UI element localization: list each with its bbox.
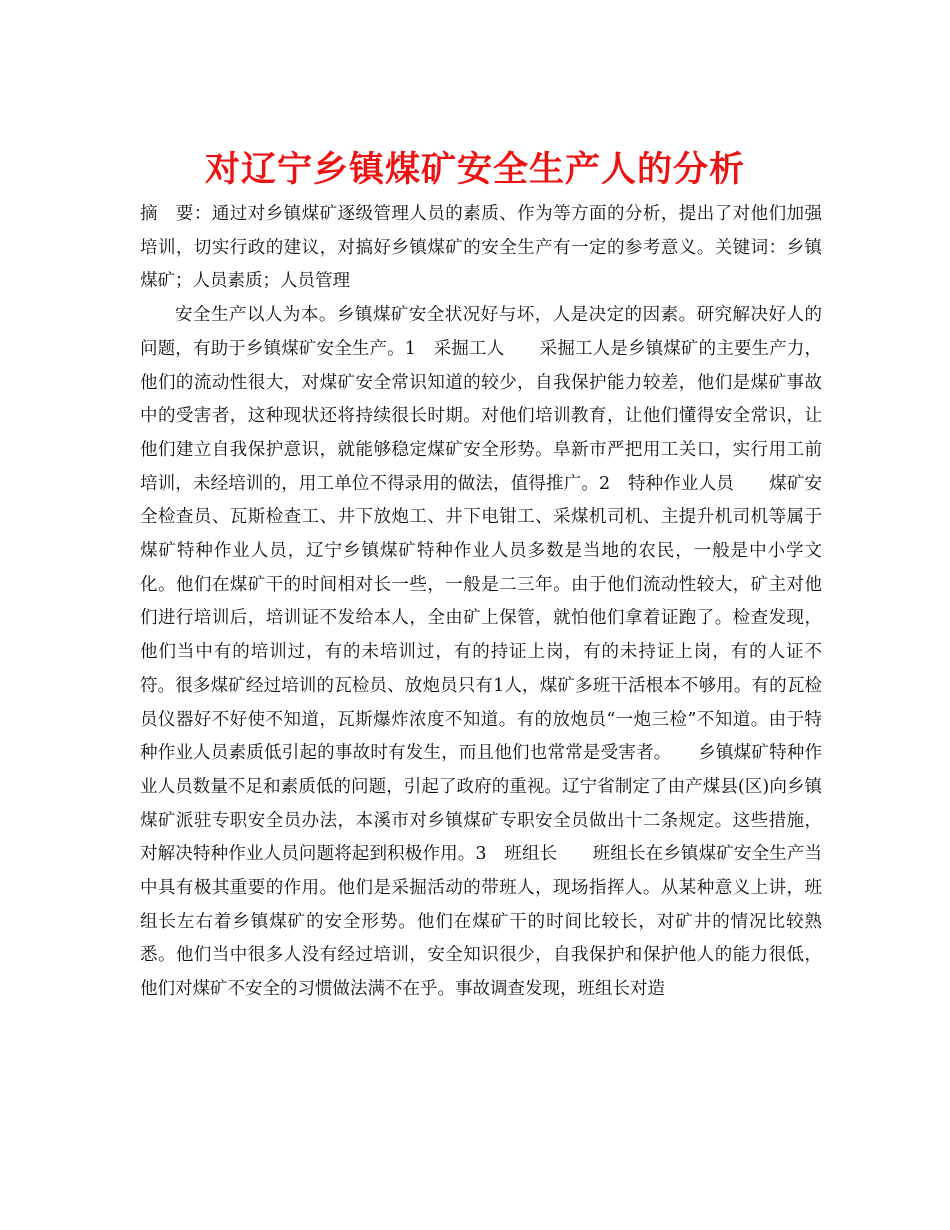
document-title: 对辽宁乡镇煤矿安全生产人的分析	[204, 149, 745, 191]
document-body	[140, 198, 822, 1007]
body-paragraph: 安全生产以人为本。乡镇煤矿安全状况好与坏，人是决定的因素。研究解决好人的问题，有助于乡镇煤矿安全生产。1 采掘工人 采掘工人是乡镇煤矿的主要生产力，他们的流动性很大，对煤矿安全常识知道的较少，自我保护能力较差，他们是煤矿事故中的受害者，这种现状还将持续很长时期。对他们培训教育，让他们懂得安全常识，让他们建立自我保护意识，就能够稳定煤矿安全形势。阜新市严把用工关口，实行用工前培训，未经培训的，用工单位不得录用的做法，值得推广。2 特种作业人员 煤矿安全检查员、瓦斯检查工、井下放炮工、井下电钳工、采煤机司机、主提升机司机等属于煤矿特种作业人员，辽宁乡镇煤矿特种作业人员多数是当地的农民，一般是中小学文化。他们在煤矿干的时间相对长一些，一般是二三年。由于他们流动性较大，矿主对他们进行培训后，培训证不发给本人，全由矿上保管，就怕他们拿着证跑了。检查发现，他们当中有的培训过，有的未培训过，有的持证上岗，有的未持证上岗，有的人证不符。很多煤矿经过培训的瓦检员、放炮员只有1人，煤矿多班干活根本不够用。有的瓦检员仪器好不好使不知道，瓦斯爆炸浓度不知道。有的放炮员“一炮三检”不知道。由于特种作业人员素质低引起的事故时有发生，而且他们也常常是受害者。 乡镇煤矿特种作业人员数量不足和素质低的问题，引起了政府的重视。辽宁省制定了由产煤县(区)向乡镇煤矿派驻专职安全员办法，本溪市对乡镇煤矿专职安全员做出十二条规定。这些措施，对解决特种作业人员问题将起到积极作用。3 班组长 班组长在乡镇煤矿安全生产当中具有极其重要的作用。他们是采掘活动的带班人，现场指挥人。从某种意义上讲，班组长左右着乡镇煤矿的安全形势。他们在煤矿干的时间比较长，对矿井的情况比较熟悉。他们当中很多人没有经过培训，安全知识很少，自我保护和保护他人的能力很低，他们对煤矿不安全的习惯做法满不在乎。事故调查发现，班组长对造	[140, 305, 822, 1000]
abstract-paragraph: 摘 要：通过对乡镇煤矿逐级管理人员的素质、作为等方面的分析，提出了对他们加强培训，切实行政的建议，对搞好乡镇煤矿的安全生产有一定的参考意义。关键词：乡镇煤矿；人员素质；人员管理	[140, 204, 822, 292]
